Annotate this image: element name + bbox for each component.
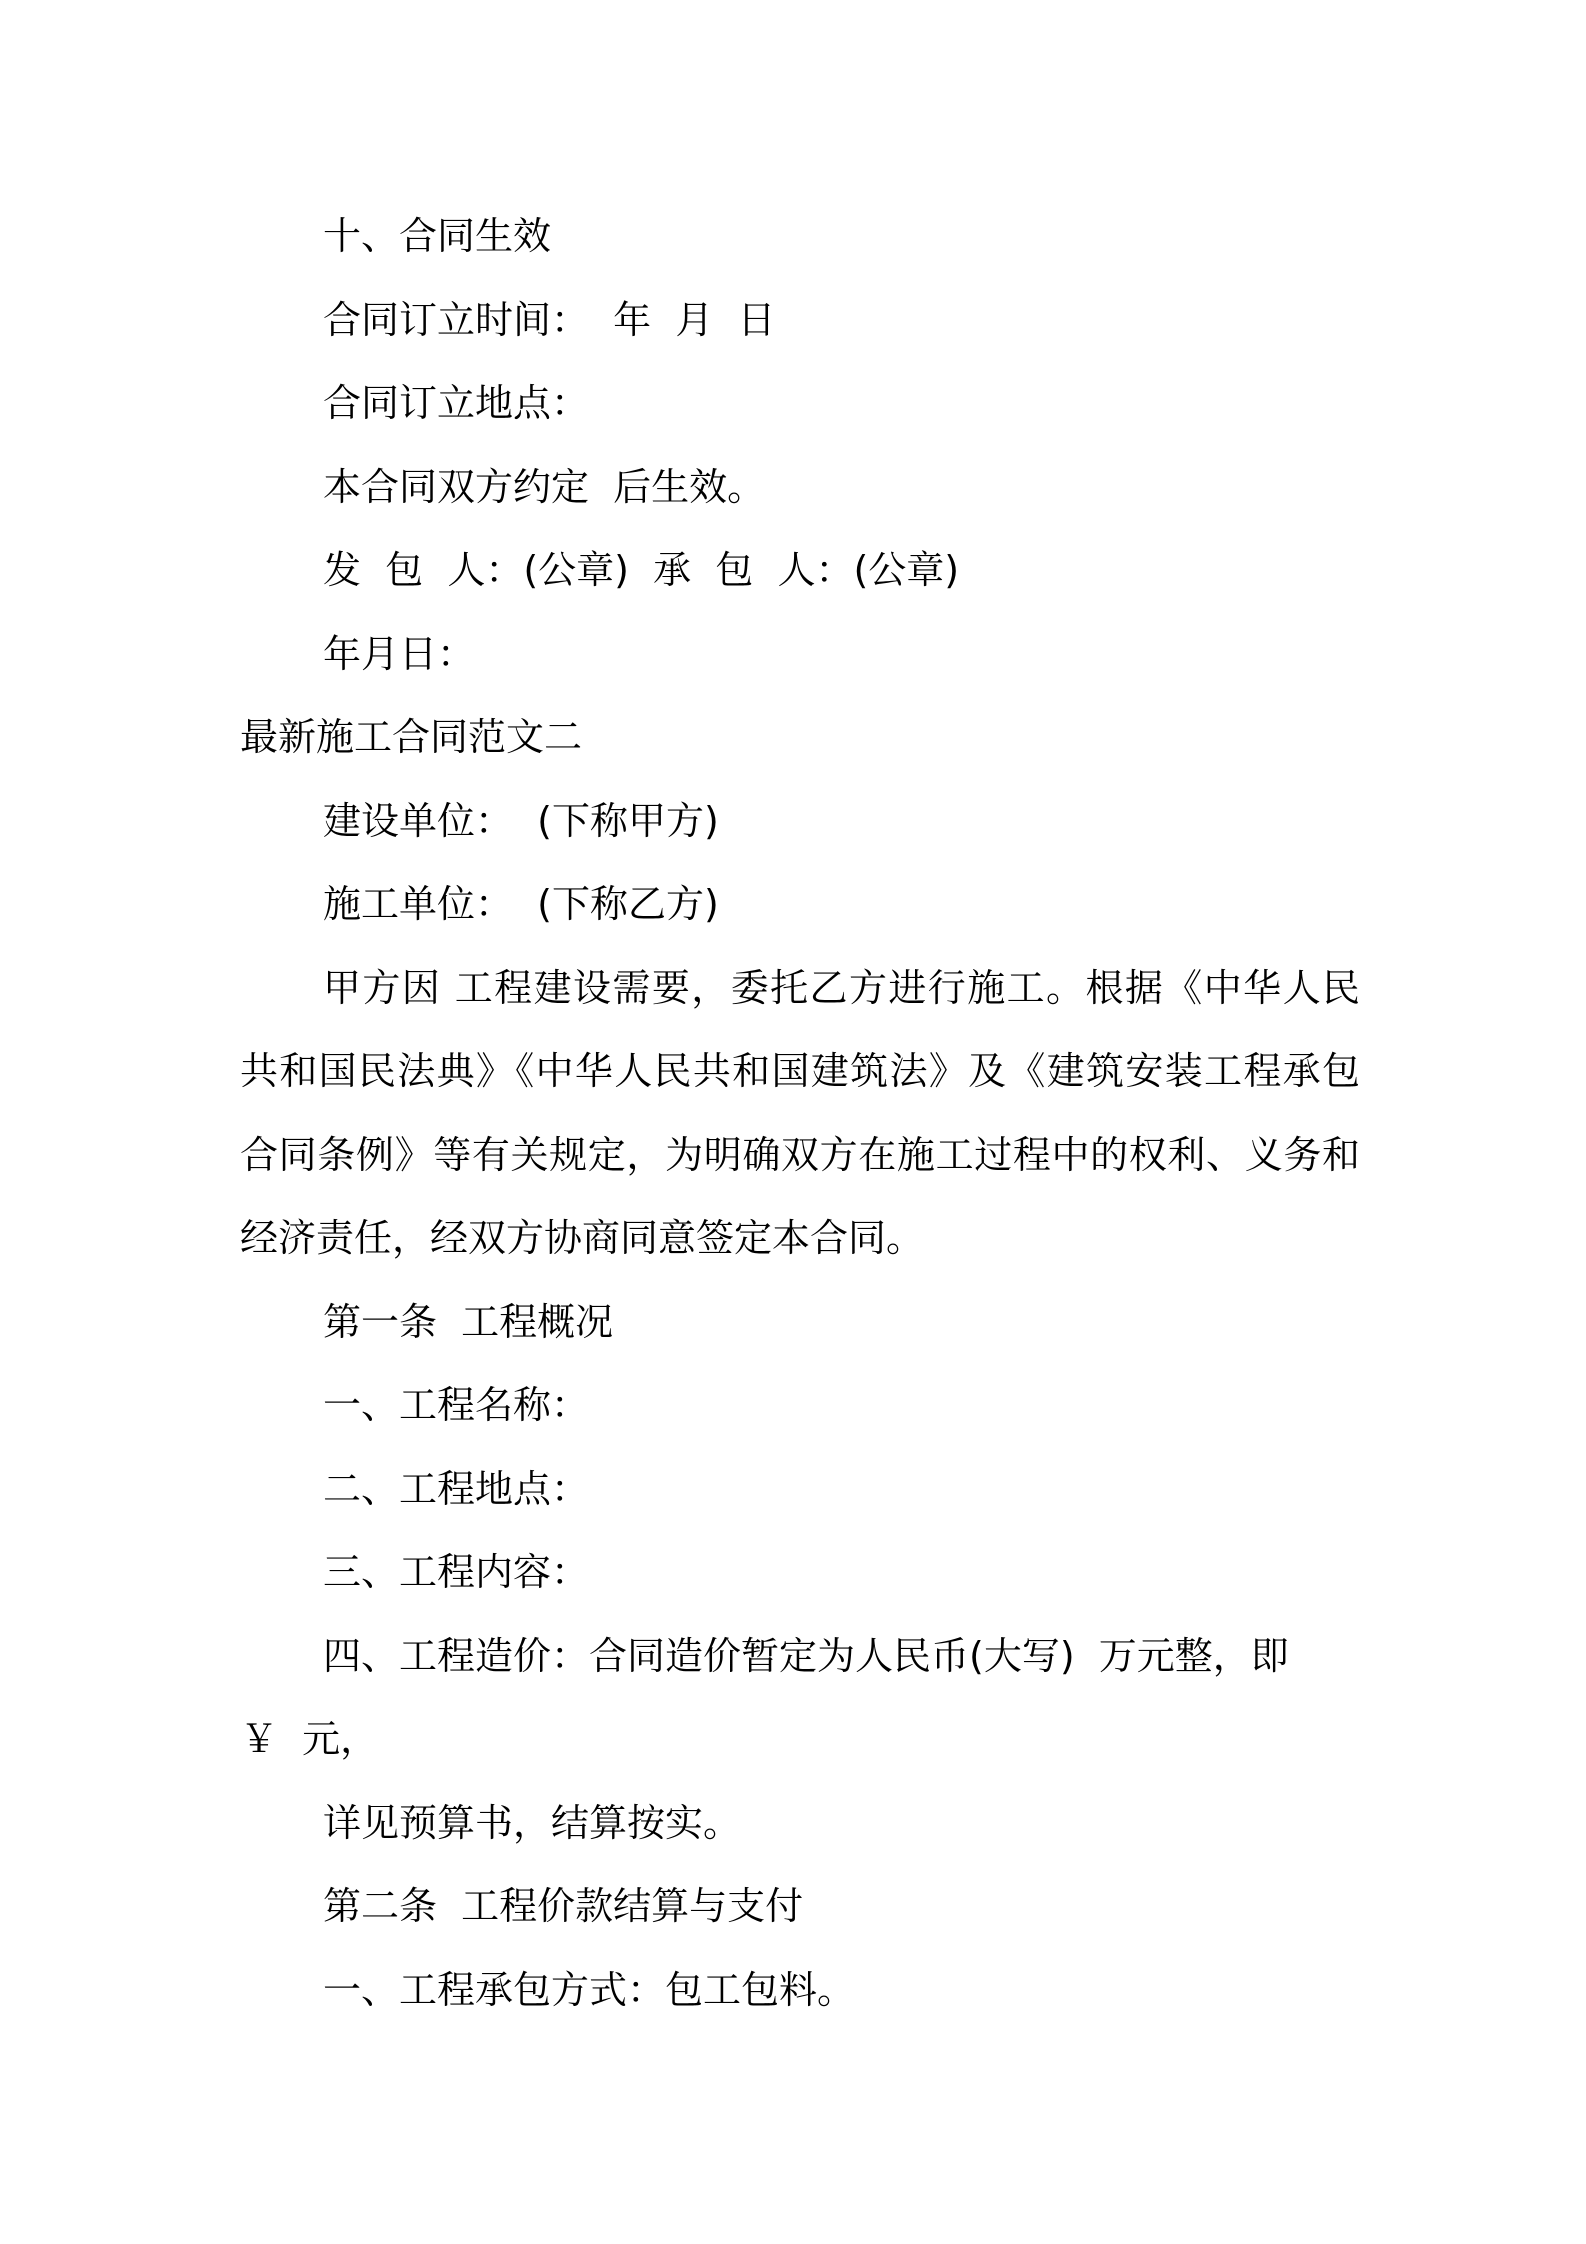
- budget-note-line: 详见预算书，结算按实。: [323, 1800, 742, 1845]
- document-body: [240, 195, 1360, 2032]
- contract-date-line: 合同订立时间： 年 月 日: [323, 297, 776, 342]
- contract-method-line: 一、工程承包方式：包工包料。: [323, 1967, 856, 2012]
- preamble-paragraph: 甲方因 工程建设需要，委托乙方进行施工。根据《中华人民共和国民法典》《中华人民共和国建筑法》及《建筑安装工程承包合同条例》等有关规定，为明确双方在施工过程中的权利、义务和经济责任，经双方协商同意签定本合同。: [240, 965, 1360, 1260]
- contract-effect-line: 本合同双方约定 后生效。: [323, 464, 766, 509]
- construction-owner-line: 建设单位： (下称甲方): [323, 798, 719, 843]
- project-cost-line: 四、工程造价：合同造价暂定为人民币(大写) 万元整，即: [323, 1633, 1289, 1678]
- project-name-line: 一、工程名称：: [323, 1383, 590, 1427]
- contractor-line: 施工单位： (下称乙方): [323, 882, 719, 926]
- article-two-title: 第二条 工程价款结算与支付: [323, 1884, 804, 1928]
- section-title-contract-effect: 十、合同生效: [323, 214, 552, 258]
- date-line: 年月日：: [323, 631, 476, 676]
- project-content-line: 三、工程内容：: [323, 1550, 590, 1594]
- parties-seal-line: 发 包 人：(公章) 承 包 人：(公章): [323, 548, 960, 592]
- project-location-line: 二、工程地点：: [323, 1466, 590, 1511]
- document-title: 最新施工合同范文二: [240, 715, 583, 759]
- article-one-title: 第一条 工程概况: [323, 1299, 614, 1344]
- contract-place-line: 合同订立地点：: [323, 381, 590, 425]
- project-cost-amount-line: ￥ 元，: [240, 1717, 379, 1761]
